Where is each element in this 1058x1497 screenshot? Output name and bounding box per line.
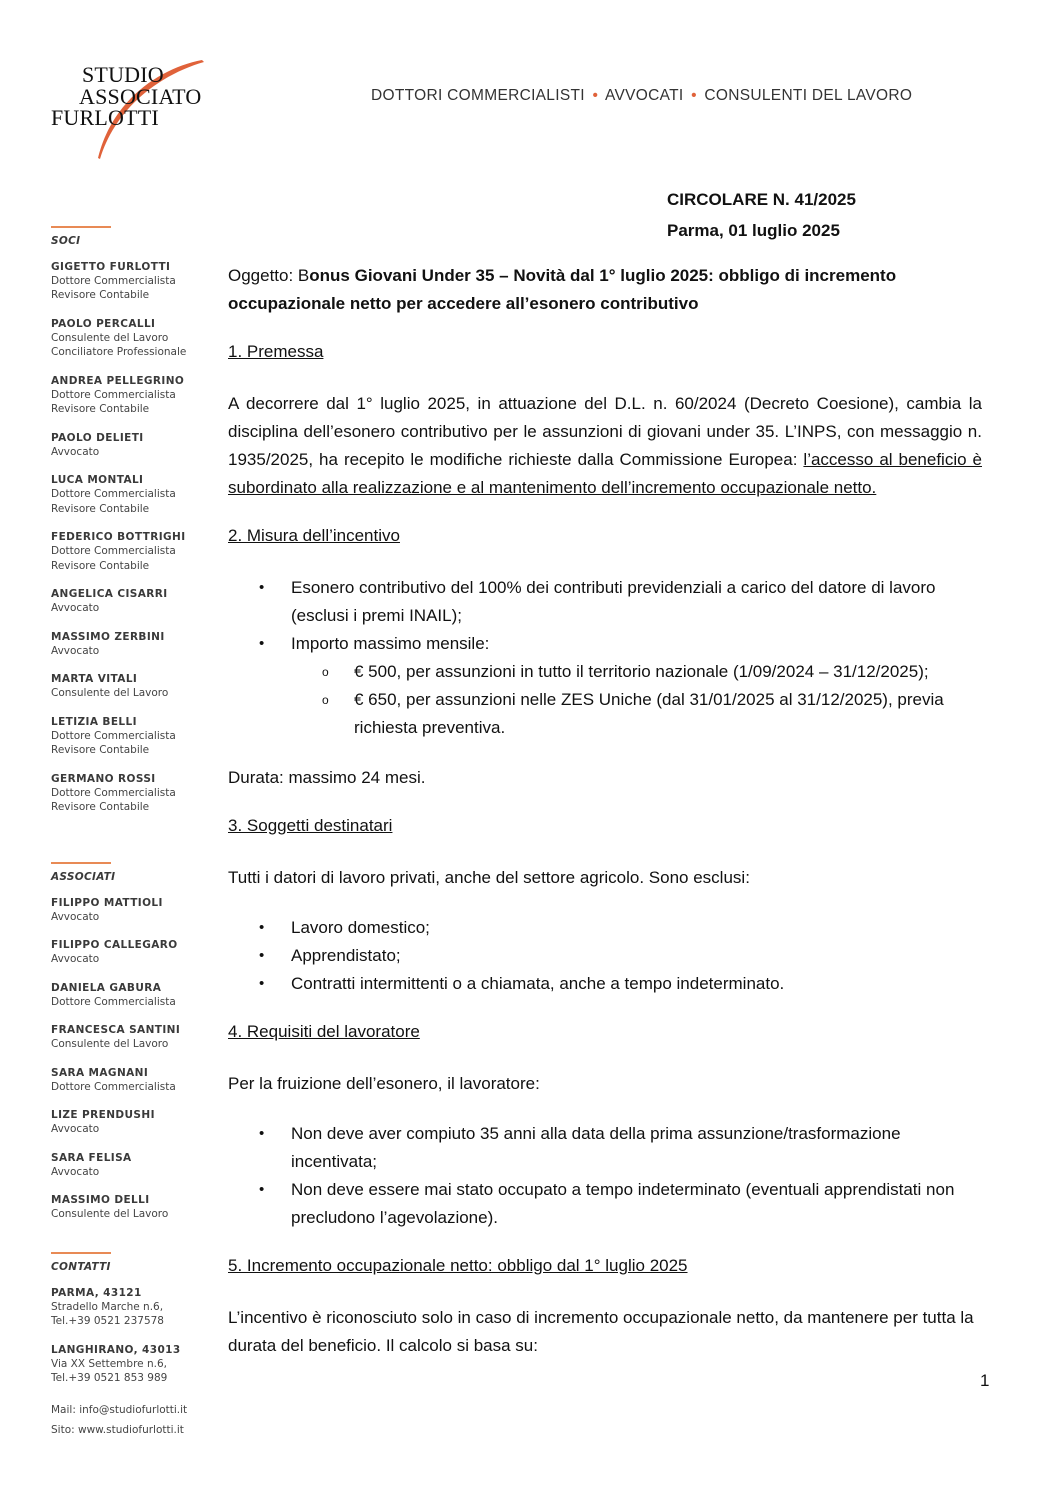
logo-text-studio: STUDIO: [82, 62, 164, 87]
tagline-part: DOTTORI COMMERCIALISTI: [371, 87, 585, 104]
associate-role: Dottore Commercialista: [51, 1080, 176, 1093]
associate-entry: [51, 1151, 180, 1180]
associate-name: FRANCESCA SANTINI: [51, 1024, 181, 1036]
office-city: PARMA, 43121: [51, 1286, 142, 1299]
partner-role: Consulente del Lavoro: [51, 687, 169, 699]
associate-entry: [51, 896, 180, 925]
partner-name: ANDREA PELLEGRINO: [51, 374, 185, 387]
office-contact: [51, 1343, 187, 1386]
website-link[interactable]: Sito: www.studiofurlotti.it: [51, 1423, 184, 1436]
associate-entry: [51, 1066, 180, 1095]
sub-list-item: o € 500, per assunzioni in tutto il territorio nazionale (1/09/2024 – 31/12/2025);: [354, 658, 982, 686]
partner-entry: [51, 317, 221, 360]
partner-role: Dottore Commercialista: [51, 729, 176, 742]
section-title: CONTATTI: [51, 1260, 111, 1273]
associate-name: SARA MAGNANI: [51, 1066, 149, 1079]
circular-header: [667, 184, 856, 246]
partner-entry: [51, 260, 221, 303]
section-divider: [51, 1252, 111, 1254]
partner-role: Dottore Commercialista: [51, 274, 176, 287]
list-item: • Non deve essere mai stato occupato a tempo indeterminato (eventuali apprendistati non precludono l’agevolazione).: [291, 1176, 982, 1232]
partner-role: Revisore Contabile: [51, 289, 150, 301]
partner-entry: [51, 530, 221, 573]
underlined-text: l’accesso al beneficio è subordinato alla realizzazione e al mantenimento dell’incremento occupazionale netto.: [228, 450, 982, 497]
partner-role: Dottore Commercialista: [51, 388, 176, 401]
partner-entry: [51, 374, 221, 417]
email-link[interactable]: Mail: info@studiofurlotti.it: [51, 1403, 188, 1416]
partner-name: LUCA MONTALI: [51, 474, 144, 486]
partner-role: Revisore Contabile: [51, 502, 150, 515]
partner-entry: [51, 630, 221, 659]
associate-entry: [51, 981, 180, 1010]
partner-role: Revisore Contabile: [51, 559, 150, 572]
section-heading: 4. Requisiti del lavoratore: [228, 1022, 420, 1041]
partner-role: Revisore Contabile: [51, 403, 150, 415]
office-address: Via XX Settembre n.6,: [51, 1357, 167, 1370]
section-heading: 1. Premessa: [228, 342, 324, 361]
partner-entry: [51, 431, 221, 460]
list-item: • Contratti intermittenti o a chiamata, anche a tempo indeterminato.: [291, 970, 982, 998]
office-contact: [51, 1286, 187, 1329]
section-paragraph: [228, 390, 982, 502]
associate-name: LIZE PRENDUSHI: [51, 1109, 155, 1121]
associate-name: FILIPPO MATTIOLI: [51, 896, 163, 909]
office-city: LANGHIRANO, 43013: [51, 1343, 181, 1356]
contatti-section: [51, 1252, 187, 1440]
bullet-separator-icon: •: [592, 87, 599, 104]
office-phone: Tel.+39 0521 237578: [51, 1315, 164, 1327]
partner-name: GIGETTO FURLOTTI: [51, 260, 171, 273]
list-item: • Lavoro domestico;: [291, 914, 982, 942]
associate-name: MASSIMO DELLI: [51, 1194, 150, 1206]
partner-name: LETIZIA BELLI: [51, 715, 137, 728]
associate-role: Consulente del Lavoro: [51, 1208, 169, 1220]
partner-role: Dottore Commercialista: [51, 488, 176, 500]
bullet-list: [228, 914, 982, 998]
sub-bullet-list: [291, 658, 982, 742]
section-divider: [51, 226, 111, 228]
partner-role: Dottore Commercialista: [51, 786, 176, 799]
firm-tagline: [371, 87, 912, 105]
tagline-part: AVVOCATI: [604, 87, 684, 104]
associate-name: SARA FELISA: [51, 1151, 132, 1164]
partner-name: PAOLO PERCALLI: [51, 317, 156, 330]
sub-list-item: o € 650, per assunzioni nelle ZES Uniche (dal 31/01/2025 al 31/12/2025), previa richiesta preventiva.: [354, 686, 982, 742]
list-item: [291, 630, 982, 742]
document-body: [228, 262, 982, 1382]
partner-role: Conciliatore Professionale: [51, 346, 187, 358]
circular-number: CIRCOLARE N. 41/2025: [667, 190, 856, 209]
section-paragraph: L’incentivo è riconosciuto solo in caso di incremento occupazionale netto, da mantenere per tutta la durata del beneficio. Il calcolo si basa su:: [228, 1308, 974, 1355]
partners-sidebar: [51, 226, 221, 1436]
associate-role: Avvocato: [51, 953, 100, 965]
partner-role: Revisore Contabile: [51, 801, 150, 813]
associate-name: DANIELA GABURA: [51, 981, 162, 994]
list-item: • Non deve aver compiuto 35 anni alla data della prima assunzione/trasformazione incentivata;: [291, 1120, 982, 1176]
partner-name: ANGELICA CISARRI: [51, 588, 168, 600]
associate-role: Consulente del Lavoro: [51, 1038, 169, 1050]
partner-entry: [51, 672, 221, 701]
partner-name: FEDERICO BOTTRIGHI: [51, 531, 186, 543]
section-heading: 5. Incremento occupazionale netto: obbligo dal 1° luglio 2025: [228, 1256, 688, 1275]
partner-name: MARTA VITALI: [51, 673, 138, 685]
associati-section: [51, 862, 180, 1236]
partner-name: PAOLO DELIETI: [51, 431, 144, 444]
section-title: SOCI: [51, 234, 81, 247]
list-item: • Apprendistato;: [291, 942, 982, 970]
partner-entry: [51, 587, 221, 616]
partner-entry: [51, 473, 221, 516]
company-logo: [50, 56, 220, 166]
partner-role: Consulente del Lavoro: [51, 331, 169, 344]
paragraph-text: A decorrere dal 1° luglio 2025, in attuazione del D.L. n. 60/2024 (Decreto Coesione), cambia la disciplina dell’esonero contributivo per le assunzioni di giovani under 35. L’INPS, con messaggio n. 1935/2025, ha recepito le modifiche richieste dalla Commissione Europea:: [228, 394, 982, 469]
subject-line: [228, 262, 982, 318]
partner-role: Dottore Commercialista: [51, 545, 176, 557]
associate-entry: [51, 938, 180, 967]
section-heading: 2. Misura dell’incentivo: [228, 526, 400, 545]
partner-role: Avvocato: [51, 644, 100, 657]
section-heading: 3. Soggetti destinatari: [228, 816, 393, 835]
duration-text: Durata: massimo 24 mesi.: [228, 768, 426, 787]
partner-entry: [51, 772, 221, 815]
circular-date: Parma, 01 luglio 2025: [667, 221, 840, 240]
partner-name: MASSIMO ZERBINI: [51, 630, 165, 643]
associate-entry: [51, 1108, 180, 1137]
bullet-separator-icon: •: [691, 87, 697, 104]
section-title: ASSOCIATI: [51, 870, 116, 883]
associate-role: Avvocato: [51, 1123, 100, 1135]
logo-text-furlotti: FURLOTTI: [51, 105, 159, 130]
list-item-text: Importo massimo mensile:: [291, 634, 490, 653]
soci-section: [51, 226, 221, 815]
partner-role: Revisore Contabile: [51, 744, 150, 756]
partner-role: Avvocato: [51, 602, 100, 614]
list-item: • Esonero contributivo del 100% dei contributi previdenziali a carico del datore di lavoro (esclusi i premi INAIL);: [291, 574, 982, 630]
office-phone: Tel.+39 0521 853 989: [51, 1372, 168, 1384]
office-address: Stradello Marche n.6,: [51, 1300, 164, 1313]
subject-label: Oggetto: B: [228, 266, 310, 285]
page-number: 1: [980, 1371, 990, 1390]
logo-text-associato: ASSOCIATO: [79, 84, 202, 109]
section-paragraph: Per la fruizione dell’esonero, il lavoratore:: [228, 1074, 540, 1093]
associate-role: Avvocato: [51, 1165, 100, 1178]
section-paragraph: Tutti i datori di lavoro privati, anche del settore agricolo. Sono esclusi:: [228, 868, 750, 887]
tagline-part: CONSULENTI DEL LAVORO: [704, 87, 913, 104]
associate-role: Avvocato: [51, 910, 100, 923]
partner-name: GERMANO ROSSI: [51, 772, 156, 785]
associate-entry: [51, 1023, 180, 1052]
associate-role: Dottore Commercialista: [51, 995, 176, 1008]
contact-links: [51, 1400, 187, 1440]
partner-entry: [51, 715, 221, 758]
bullet-list: [228, 574, 982, 742]
subject-text: onus Giovani Under 35 – Novità dal 1° luglio 2025: obbligo di incremento occupazionale netto per accedere all’esonero contributivo: [228, 266, 897, 313]
bullet-list: [228, 1120, 982, 1232]
section-divider: [51, 862, 111, 864]
partner-role: Avvocato: [51, 445, 100, 458]
associate-entry: [51, 1193, 180, 1222]
associate-name: FILIPPO CALLEGARO: [51, 939, 178, 951]
